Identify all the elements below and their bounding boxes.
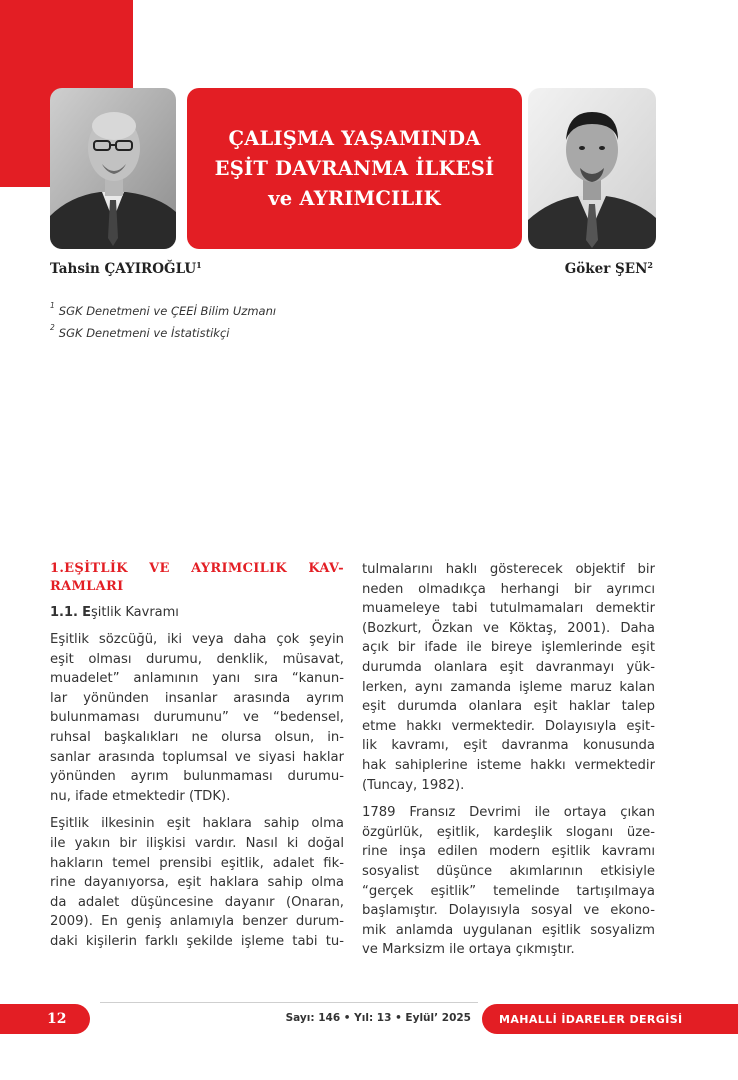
heading-line: 1.EŞİTLİK VE AYRIMCILIK KAV- <box>50 561 344 576</box>
journal-name: MAHALLİ İDARELER DERGİSİ <box>499 1012 683 1026</box>
text-line: muameleye tabi tutulmamaları demektir <box>362 601 655 617</box>
text-line: lerken, aynı zamanda işleme maruz kalan <box>362 679 655 695</box>
issue-info: Sayı: 146 • Yıl: 13 • Eylül’ 2025 <box>285 1012 471 1024</box>
page-number: 12 <box>47 1011 67 1027</box>
text-line: 2009). En geniş anlamıyla benzer durum- <box>50 914 344 930</box>
right-paragraphs <box>362 560 655 960</box>
title-line: EŞİT DAVRANMA İLKESİ <box>214 156 495 180</box>
text-line: eşit olması durumu, denklik, müsavat, <box>50 651 344 667</box>
title-line: ve AYRIMCILIK <box>268 186 441 210</box>
author-photo-right <box>528 88 656 249</box>
author-name-left <box>50 261 202 277</box>
text-line: yönünden ayrım bulunmaması durumu- <box>50 769 344 785</box>
affiliation-text: SGK Denetmeni ve ÇEEİ Bilim Uzmanı <box>58 304 277 318</box>
text-line: lik kavramı, eşit davranma konusunda <box>362 738 655 754</box>
subsection-title: şitlik Kavramı <box>91 605 179 620</box>
footnote-marker: 1 <box>196 260 202 270</box>
author-name-right <box>565 261 653 277</box>
text-column-right <box>362 560 655 960</box>
text-line: ruhsal başkalıkları ne olursa olsun, in- <box>50 729 344 745</box>
paragraph <box>362 560 655 795</box>
paragraph <box>50 814 344 951</box>
journal-tab <box>482 1004 738 1034</box>
author-name-text: Göker ŞEN <box>564 261 648 277</box>
text-line: (Tuncay, 1982). <box>362 777 465 793</box>
text-line: 1789 Fransız Devrimi ile ortaya çıkan <box>362 805 655 821</box>
footnote-marker: 2 <box>647 260 653 270</box>
page-number-tab <box>0 1004 90 1034</box>
text-line: etme hakkı vermektedir. Dolayısıyla eşit- <box>362 718 655 734</box>
text-line: ve Marksizm ile ortaya çıkmıştır. <box>362 942 575 958</box>
text-line: tulmalarını haklı gösterecek objektif bir <box>362 562 655 577</box>
text-line: özgürlük, eşitlik, kardeşlik sloganı üze- <box>362 824 655 840</box>
text-line: sanlar arasında toplumsal ve siyasi haklar <box>50 749 344 765</box>
paragraph <box>362 803 655 960</box>
text-line: mik anlamda uygulanan eşitlik sosyalizm <box>362 922 655 938</box>
text-line: daki kişilerin farklı şekilde işleme tabi tu- <box>50 933 344 949</box>
text-line: Eşitlik ilkesinin eşit haklara sahip olma <box>50 816 344 832</box>
paragraph <box>50 630 344 806</box>
subsection-heading <box>50 604 344 622</box>
text-line: bulunmaması durumunu” ve “bedensel, <box>50 710 344 726</box>
article-title <box>187 88 522 249</box>
text-line: neden olmadıkça herhangi bir ayrımcı <box>362 581 655 597</box>
affiliation-text: SGK Denetmeni ve İstatistikçi <box>58 326 230 340</box>
title-line: ÇALIŞMA YAŞAMINDA <box>228 126 481 150</box>
subsection-initial: E <box>82 605 91 620</box>
text-line: durumda olanlara eşit davranmayı yük- <box>362 659 655 675</box>
affiliation-2 <box>50 323 230 340</box>
text-line: ile yakın bir ilişkisi vardır. Nasıl ki doğal <box>50 835 344 851</box>
text-line: nu, ifade etmektedir (TDK). <box>50 788 231 804</box>
text-line: rine inşa edilen modern eşitlik kavramı <box>362 844 655 860</box>
text-line: hak sahiplerine isteme hakkı vermektedir <box>362 757 655 773</box>
subsection-number: 1.1. <box>50 605 78 620</box>
text-line: hakların temel prensibi eşitlik, adalet fik- <box>50 855 344 871</box>
author-name-text: Tahsin ÇAYIROĞLU <box>50 261 197 277</box>
text-line: açık bir ifade ile bireye işlemlerinde eşit <box>362 640 655 656</box>
text-line: Eşitlik sözcüğü, iki veya daha çok şeyin <box>50 632 344 647</box>
text-line: (Bozkurt, Özkan ve Köktaş, 2001). Daha <box>362 620 655 636</box>
text-line: eşit durumda olanlara eşit haklar talep <box>362 699 655 715</box>
left-paragraphs <box>50 630 344 952</box>
affiliation-1 <box>50 301 277 318</box>
text-line: başlamıştır. Dolayısıyla sosyal ve ekono- <box>362 903 655 919</box>
text-line: rine dayanıyorsa, eşit haklara sahip olma <box>50 875 344 891</box>
text-line: sosyalist düşünce akımlarının etkisiyle <box>362 863 655 879</box>
text-column-left <box>50 560 344 952</box>
footnote-marker: 1 <box>50 301 55 310</box>
footer-divider <box>100 1002 478 1003</box>
footnote-marker: 2 <box>50 323 55 332</box>
author-photo-left <box>50 88 176 249</box>
section-heading <box>50 560 344 596</box>
text-line: “gerçek eşitlik” temelinde tartışılmaya <box>362 883 655 899</box>
text-line: da adalet düşüncesine dayanır (Onaran, <box>50 894 344 910</box>
heading-line: RAMLARI <box>50 579 124 594</box>
text-line: lar yönünden insanlar arasında ayrım <box>50 690 344 706</box>
text-line: muadelet” anlamının yanı sıra “kanun- <box>50 671 344 687</box>
